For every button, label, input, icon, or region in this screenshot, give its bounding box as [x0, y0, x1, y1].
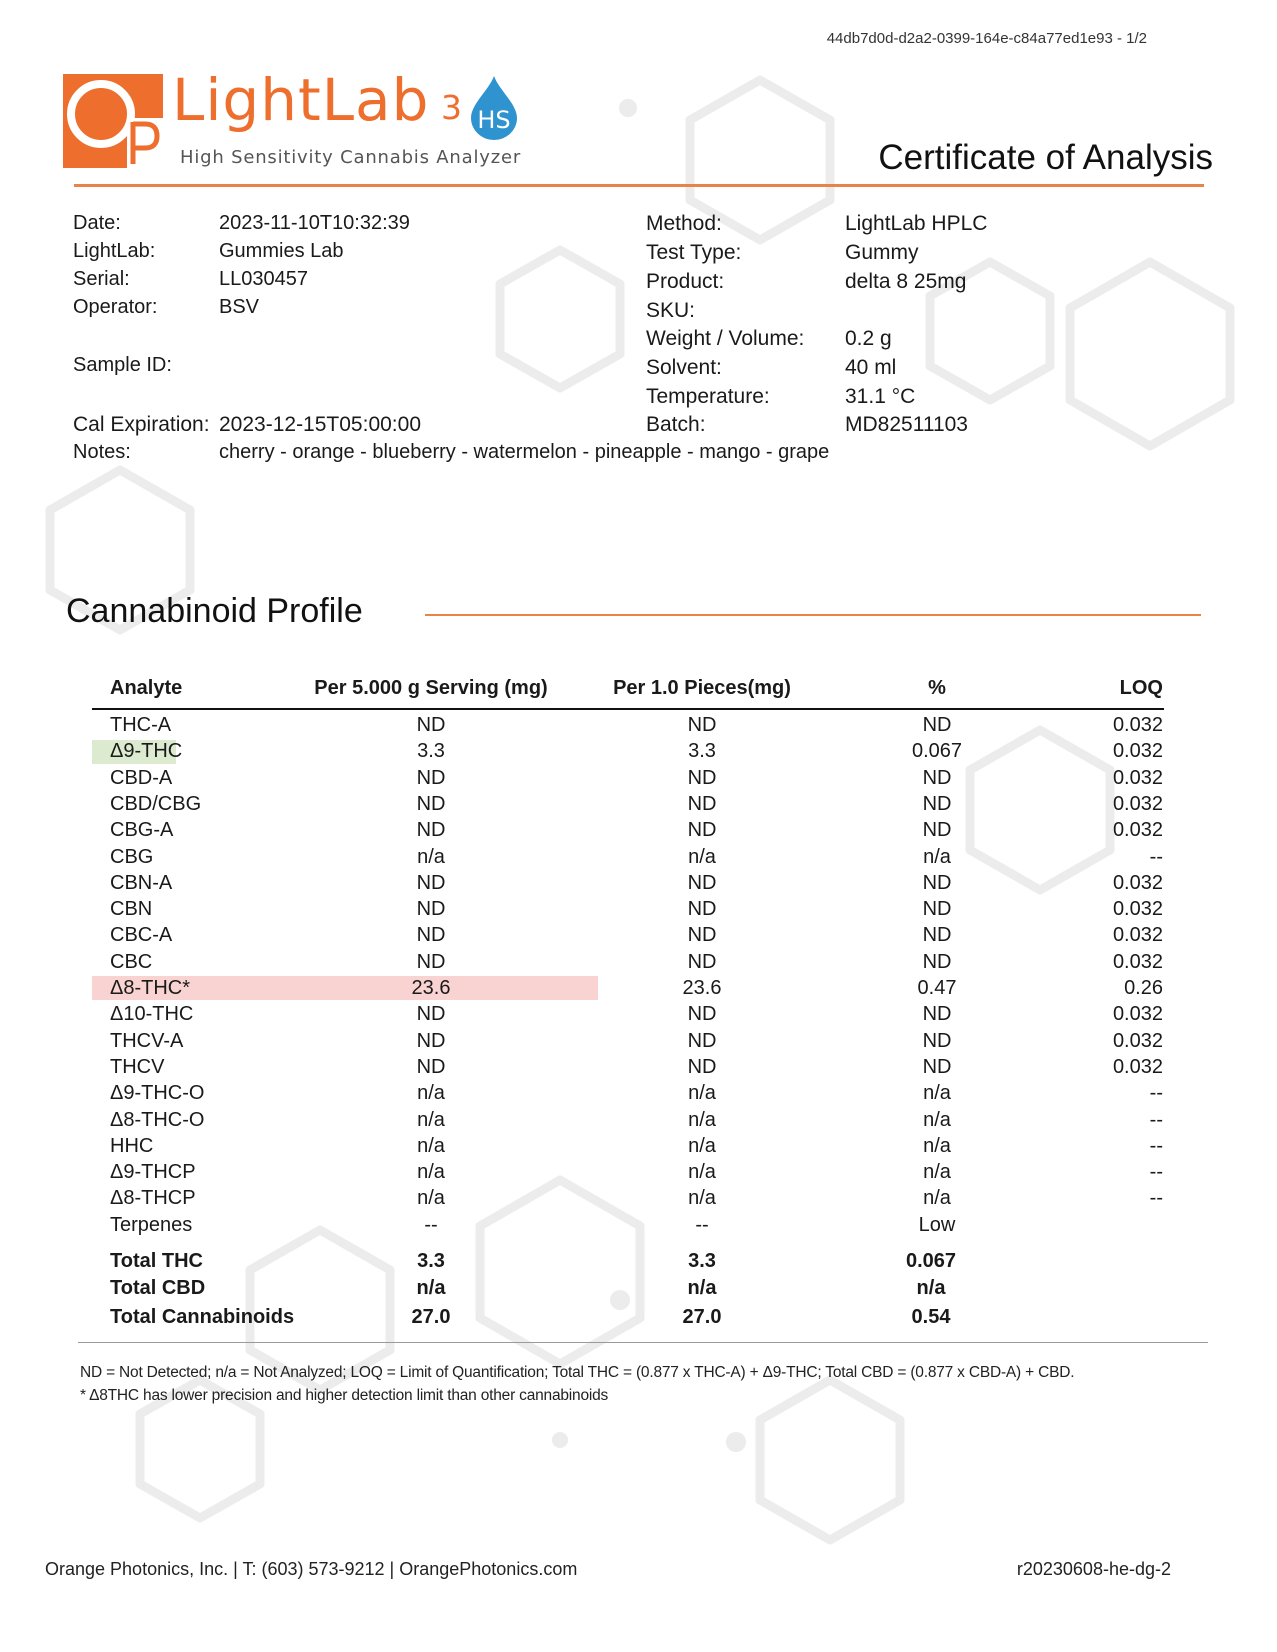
logo-tagline: High Sensitivity Cannabis Analyzer	[180, 147, 522, 168]
table-cell-analyte: CBN	[110, 898, 153, 921]
table-cell-loq: --	[1149, 1187, 1163, 1210]
table-cell-analyte: THC-A	[110, 714, 172, 736]
table-cell-analyte: CBD/CBG	[110, 792, 202, 815]
info-value-serial: LL030457	[219, 268, 308, 290]
table-cell-analyte: Terpenes	[110, 1213, 193, 1236]
table-cell-analyte: THCV-A	[110, 1029, 184, 1052]
table-cell-loq: --	[1149, 1082, 1163, 1105]
table-header-rule	[92, 708, 1164, 710]
table-cell-loq: 0.26	[1124, 977, 1163, 999]
table-cell-loq: 0.032	[1112, 950, 1163, 973]
info-label-method: Method:	[646, 212, 722, 235]
info-value-lightlab: Gummies Lab	[219, 240, 344, 262]
table-cell-loq: --	[1149, 1161, 1163, 1184]
table-cell-analyte: Δ10-THC	[110, 1003, 194, 1026]
table-cell-analyte: THCV	[110, 1055, 165, 1078]
total-cell-analyte: Total CBD	[110, 1277, 206, 1299]
table-cell-analyte: CBC	[110, 950, 153, 973]
table-footer-rule	[78, 1342, 1208, 1343]
table-cell-analyte: CBD-A	[110, 766, 173, 789]
info-value-weight-volume: 0.2 g	[845, 327, 892, 350]
info-value-test-type: Gummy	[845, 241, 919, 264]
table-cell-analyte: CBG	[110, 845, 154, 868]
table-note-definitions: ND = Not Detected; n/a = Not Analyzed; LOQ = Limit of Quantification; Total THC = (0.877 x THC-A) + Δ9-THC; Total CBD = (0.877 x CBD-A) + CBD.	[80, 1364, 1075, 1381]
document-id: 44db7d0d-d2a2-0399-164e-c84a77ed1e93 - 1/2	[826, 30, 1147, 47]
table-cell-analyte: Δ8-THC*	[110, 977, 191, 999]
info-label-cal-expiration: Cal Expiration:	[73, 413, 210, 436]
info-label-operator: Operator:	[73, 296, 158, 318]
table-cell-analyte: Δ8-THC-O	[110, 1108, 205, 1131]
table-cell-loq: 0.032	[1112, 1029, 1163, 1052]
table-cell-analyte: CBC-A	[110, 924, 173, 947]
table-cell-loq: --	[1149, 1108, 1163, 1131]
info-label-batch: Batch:	[646, 413, 706, 436]
info-value-solvent: 40 ml	[845, 356, 897, 379]
table-cell-loq: 0.032	[1112, 1055, 1163, 1078]
header-divider	[74, 184, 1204, 187]
section-title: Cannabinoid Profile	[66, 592, 363, 630]
table-note-d8-precision: * Δ8THC has lower precision and higher detection limit than other cannabinoids	[80, 1387, 609, 1404]
table-cell-analyte: Δ9-THC-O	[110, 1082, 205, 1105]
info-label-weight-volume: Weight / Volume:	[646, 327, 805, 350]
table-cell-analyte: Δ8-THCP	[110, 1187, 196, 1210]
info-value-product: delta 8 25mg	[845, 270, 967, 293]
info-label-sample-id: Sample ID:	[73, 354, 172, 376]
document-title: Certificate of Analysis	[878, 138, 1213, 177]
total-cell-analyte: Total THC	[110, 1250, 203, 1272]
table-cell-loq: 0.032	[1112, 714, 1163, 736]
table-cell-loq: 0.032	[1112, 766, 1163, 789]
section-divider	[425, 614, 1201, 616]
water-drop-icon	[469, 74, 519, 140]
info-value-notes: cherry - orange - blueberry - watermelon - pineapple - mango - grape	[219, 441, 830, 463]
logo-badge: HS	[477, 106, 511, 134]
info-value-operator: BSV	[219, 296, 260, 318]
table-cell-analyte: CBG-A	[110, 819, 174, 842]
info-label-temperature: Temperature:	[646, 385, 770, 408]
info-label-lightlab: LightLab:	[73, 240, 156, 262]
logo-wordmark: LightLab	[172, 66, 430, 134]
total-cell-analyte: Total Cannabinoids	[110, 1306, 295, 1328]
info-value-batch: MD82511103	[845, 413, 968, 436]
info-value-method: LightLab HPLC	[845, 212, 988, 235]
table-cell-analyte: HHC	[110, 1134, 154, 1157]
table-cell-analyte: Δ9-THCP	[110, 1161, 196, 1184]
table-cell-loq: 0.032	[1112, 740, 1163, 763]
info-label-product: Product:	[646, 270, 725, 293]
logo-version: 3	[441, 88, 462, 127]
table-cell-loq: 0.032	[1112, 1003, 1163, 1026]
table-cell-loq: 0.032	[1112, 898, 1163, 921]
orange-photonics-logo-icon	[63, 74, 163, 168]
info-label-sku: SKU:	[646, 299, 696, 322]
info-label-notes: Notes:	[73, 441, 131, 463]
info-label-test-type: Test Type:	[646, 241, 742, 264]
column-header-analyte: Analyte	[110, 677, 183, 699]
column-header-loq: LOQ	[1119, 677, 1163, 699]
info-label-solvent: Solvent:	[646, 356, 722, 379]
info-label-serial: Serial:	[73, 268, 130, 290]
table-cell-loq: --	[1149, 845, 1163, 868]
info-value-temperature: 31.1 °C	[845, 385, 916, 408]
info-value-date: 2023-11-10T10:32:39	[219, 212, 410, 234]
info-label-date: Date:	[73, 212, 121, 234]
info-value-cal-expiration: 2023-12-15T05:00:00	[219, 413, 421, 436]
table-cell-loq: 0.032	[1112, 924, 1163, 947]
table-cell-loq: 0.032	[1112, 819, 1163, 842]
footer-revision: r20230608-he-dg-2	[1016, 1559, 1171, 1579]
table-cell-loq: --	[1149, 1134, 1163, 1157]
table-cell-analyte: Δ9-THC	[110, 740, 183, 763]
table-cell-loq: 0.032	[1112, 792, 1163, 815]
table-cell-loq: 0.032	[1112, 871, 1163, 894]
footer-contact: Orange Photonics, Inc. | T: (603) 573-9212 | OrangePhotonics.com	[45, 1559, 578, 1579]
table-cell-analyte: CBN-A	[110, 871, 173, 894]
